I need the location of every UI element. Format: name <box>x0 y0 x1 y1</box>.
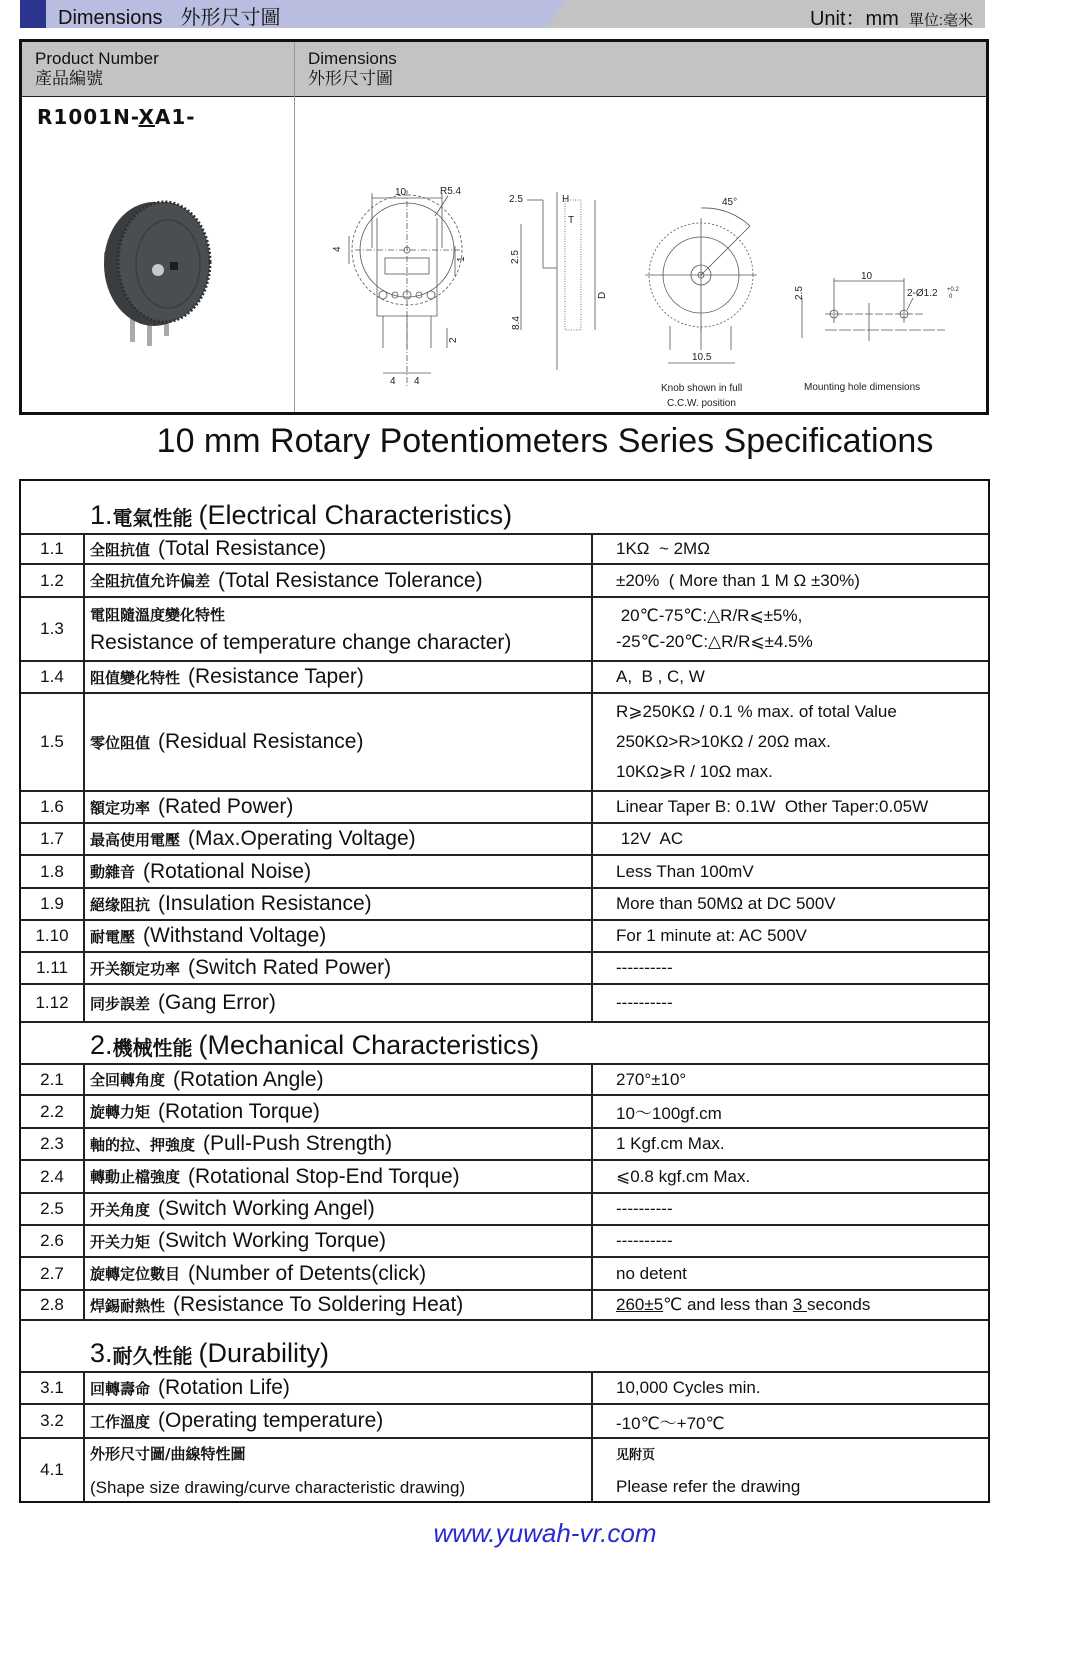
spec-row <box>21 1192 988 1224</box>
section-title-zh: 機械性能 <box>112 1036 193 1060</box>
solder-unit: ℃ <box>663 1295 683 1314</box>
spec-value-text: ---------- <box>616 1231 673 1250</box>
spec-value <box>593 1405 988 1437</box>
spec-value-text: Linear Taper B: 0.1W Other Taper:0.05W <box>616 797 929 816</box>
knob-caption-1: Knob shown in full <box>661 383 743 394</box>
solder-temp: 260±5 <box>616 1295 664 1314</box>
front-terminal-1 <box>379 291 387 299</box>
section-title <box>21 1321 329 1371</box>
spec-value-text: For 1 minute at: AC 500V <box>616 926 807 945</box>
spec-number: 1.7 <box>21 824 85 854</box>
spec-row <box>21 822 988 854</box>
spec-name-en: (Total Resistance) <box>158 537 327 560</box>
spec-name-zh: 开关力矩 <box>90 1232 151 1251</box>
knob-angle-label: 45° <box>722 197 738 208</box>
side-dim-25b: 2.5 <box>510 250 521 264</box>
spec-name <box>85 1096 593 1127</box>
spec-row <box>21 854 988 887</box>
spec-number: 1.5 <box>21 694 85 790</box>
spec-number: 1.3 <box>21 598 85 660</box>
spec-name-en: (Rotational Stop-End Torque) <box>188 1164 460 1188</box>
section-header-1 <box>21 481 988 533</box>
spec-name-en: (Total Resistance Tolerance) <box>218 568 483 592</box>
spec-row <box>21 1403 988 1437</box>
spec-number: 1.12 <box>21 985 85 1021</box>
spec-name-zh: 電阻隨溫度變化特性 <box>90 605 226 624</box>
spec-number: 2.4 <box>21 1161 85 1192</box>
spec-row <box>21 1224 988 1256</box>
spec-row <box>21 1159 988 1192</box>
spec-number: 1.4 <box>21 662 85 692</box>
spec-value-text: ---------- <box>616 1199 673 1218</box>
mount-hole-label: 2-Ø1.2 <box>907 288 938 299</box>
spec-value <box>593 1258 988 1289</box>
spec-name <box>85 1161 593 1192</box>
spec-name-en: (Rotation Life) <box>158 1376 290 1399</box>
section-number: 3. <box>90 1338 113 1368</box>
spec-name <box>85 662 593 692</box>
knob-width-label: 10.5 <box>692 352 712 363</box>
spec-value-line: 10KΩ⩾R / 10Ω max. <box>616 762 773 781</box>
spec-name-zh: 絕缘阻抗 <box>90 895 151 914</box>
spec-name-zh: 轉動止檔強度 <box>90 1168 181 1186</box>
section-number: 2. <box>90 1030 113 1060</box>
spec-value-text: Less Than 100mV <box>616 861 754 881</box>
spec-value-text: 1KΩ ~ 2MΩ <box>616 539 710 558</box>
spec-name-en: (Rated Power) <box>158 795 294 818</box>
spec-value <box>593 1291 988 1319</box>
solder-end: seconds <box>807 1295 871 1314</box>
spec-row <box>21 919 988 951</box>
spec-name-zh: 旋轉力矩 <box>90 1103 151 1121</box>
spec-row <box>21 1127 988 1159</box>
mount-hole-leader <box>907 298 913 310</box>
spec-name <box>85 535 593 563</box>
spec-number: 2.8 <box>21 1291 85 1319</box>
knob-view <box>645 197 757 409</box>
unit-zh: 單位:毫米 <box>908 12 973 29</box>
spec-value-text: -10℃～+70℃ <box>616 1413 725 1433</box>
spec-name-zh: 回轉壽命 <box>90 1379 151 1398</box>
spec-name <box>85 598 593 660</box>
footer-url[interactable]: www.yuwah-vr.com <box>433 1518 657 1548</box>
spec-value <box>593 889 988 919</box>
spec-row <box>21 692 988 790</box>
spec-value-text: 10～100gf.cm <box>616 1104 722 1123</box>
spec-value <box>593 921 988 951</box>
dimensions-header-en: Dimensions <box>308 49 397 68</box>
section-number: 1. <box>90 500 113 530</box>
spec-value <box>593 1226 988 1256</box>
spec-table <box>19 479 990 1503</box>
mount-offset-label: 2.5 <box>794 286 805 300</box>
front-dim-4: 4 <box>332 246 343 252</box>
spec-row <box>21 887 988 919</box>
spec-name-zh: 最高使用電壓 <box>90 830 181 849</box>
product-number-variant: X <box>138 105 155 129</box>
spec-number: 2.5 <box>21 1194 85 1224</box>
spec-name <box>85 1194 593 1224</box>
solder-seconds: 3 <box>792 1295 808 1314</box>
spec-name-zh: 同步誤差 <box>90 994 151 1013</box>
spec-value-line: 见附页 <box>616 1447 656 1463</box>
side-dim-25-label: 2.5 <box>509 194 523 205</box>
spec-name <box>85 1065 593 1094</box>
spec-name <box>85 953 593 983</box>
spec-name-en: (Shape size drawing/curve characteristic drawing) <box>90 1477 466 1497</box>
spec-number: 2.6 <box>21 1226 85 1256</box>
spec-name <box>85 856 593 887</box>
mount-tol-upper: +0.2 <box>947 287 959 293</box>
spec-name-en: (Gang Error) <box>158 991 276 1014</box>
spec-value-line: R⩾250KΩ / 0.1 % max. of total Value <box>616 702 897 721</box>
spec-number: 1.11 <box>21 953 85 983</box>
mount-spacing-label: 10 <box>861 271 873 282</box>
spec-row <box>21 1094 988 1127</box>
spec-value <box>593 535 988 563</box>
product-table <box>19 39 989 415</box>
spec-value <box>593 694 988 790</box>
spec-name <box>85 1258 593 1289</box>
spec-name-en: (Residual Resistance) <box>158 730 364 753</box>
header-title <box>58 1 280 30</box>
spec-value <box>593 1439 988 1501</box>
spec-name-zh: 耐電壓 <box>90 927 136 946</box>
front-dim-1: 1 <box>456 256 467 262</box>
side-dim-d: D <box>597 291 608 299</box>
spec-name-zh: 工作溫度 <box>90 1412 151 1431</box>
spec-value <box>593 662 988 692</box>
spec-value <box>593 792 988 822</box>
spec-value-line: 20℃-75℃:△R/R⩽±5%, <box>616 606 803 625</box>
spec-value-line: Please refer the drawing <box>616 1476 801 1496</box>
spec-number: 3.1 <box>21 1373 85 1403</box>
side-dim-84: 8.4 <box>511 316 522 330</box>
spec-name <box>85 889 593 919</box>
spec-number: 2.7 <box>21 1258 85 1289</box>
spec-value-text: 270°±10° <box>616 1069 687 1089</box>
spec-row <box>21 563 988 596</box>
side-dim-t: T <box>568 215 575 226</box>
spec-name-en: (Insulation Resistance) <box>158 892 372 915</box>
spec-value-text: 12V AC <box>616 829 684 848</box>
front-view <box>332 186 467 388</box>
side-view <box>509 192 608 370</box>
spec-value <box>593 985 988 1021</box>
photo-indicator <box>170 262 178 270</box>
header-title-en: Dimensions <box>58 7 163 29</box>
spec-name <box>85 792 593 822</box>
spec-name-en: (Switch Working Angel) <box>158 1197 375 1220</box>
spec-name-en: (Withstand Voltage) <box>143 924 327 947</box>
spec-row <box>21 790 988 822</box>
knob-angle-line <box>701 226 750 275</box>
spec-name-en: (Switch Rated Power) <box>188 956 392 979</box>
section-title-en: (Durability) <box>198 1338 330 1368</box>
spec-name-zh: 動雜音 <box>90 863 136 881</box>
section-title-en: (Electrical Characteristics) <box>198 500 513 530</box>
spec-name-zh: 零位阻值 <box>90 733 151 752</box>
spec-row <box>21 660 988 692</box>
spec-name-zh: 軸的拉、押強度 <box>90 1135 196 1154</box>
front-dim-width: 10 <box>395 187 407 198</box>
front-dim-radius: R5.4 <box>440 186 462 197</box>
spec-name-en: (Pull-Push Strength) <box>203 1132 393 1155</box>
spec-value <box>593 1373 988 1403</box>
product-number-header-en: Product Number <box>35 49 159 68</box>
spec-value-text: ---------- <box>616 958 673 977</box>
spec-value-text: ---------- <box>616 993 673 1012</box>
spec-name-zh: 开关额定功率 <box>90 959 181 978</box>
spec-value-text: 10,000 Cycles min. <box>616 1378 761 1397</box>
spec-value-text: More than 50MΩ at DC 500V <box>616 894 836 913</box>
spec-number: 1.2 <box>21 565 85 596</box>
spec-name <box>85 1373 593 1403</box>
spec-row <box>21 1256 988 1289</box>
product-number-header-zh: 產品編號 <box>35 69 103 88</box>
front-terminal-5 <box>427 291 435 299</box>
spec-name-en: (Max.Operating Voltage) <box>188 827 416 850</box>
spec-row <box>21 596 988 660</box>
spec-name-zh: 全阻抗值 <box>90 540 151 559</box>
spec-number: 1.6 <box>21 792 85 822</box>
spec-number: 1.1 <box>21 535 85 563</box>
spec-name <box>85 1226 593 1256</box>
front-dim-pitch-1: 4 <box>390 376 396 387</box>
section-title <box>21 481 512 533</box>
product-number-prefix: R1001N- <box>37 105 139 129</box>
spec-name <box>85 921 593 951</box>
spec-value-text: ±20% ( More than 1 M Ω ±30%) <box>616 570 860 590</box>
unit-en: Unit：mm <box>809 8 899 30</box>
spec-name <box>85 1405 593 1437</box>
spec-number: 1.10 <box>21 921 85 951</box>
product-number-header <box>35 49 159 89</box>
spec-name-zh: 焊錫耐熱性 <box>90 1296 166 1315</box>
spec-title: 10 mm Rotary Potentiometers Series Specifications <box>156 422 934 460</box>
product-number-suffix: A1- <box>154 105 196 129</box>
spec-name-en: (Operating temperature) <box>158 1409 384 1432</box>
spec-value <box>593 953 988 983</box>
spec-name-en: (Number of Detents(click) <box>188 1261 427 1285</box>
dimensions-header-zh: 外形尺寸圖 <box>308 69 393 88</box>
spec-name-en: (Resistance Taper) <box>188 665 364 688</box>
product-photo <box>92 192 232 352</box>
spec-name-zh: 外形尺寸圖/曲線特性圖 <box>90 1444 246 1463</box>
mount-tol-lower: 0 <box>949 294 953 300</box>
product-table-header <box>22 42 986 97</box>
section-title-zh: 電氣性能 <box>112 506 193 530</box>
photo-shaft <box>152 264 164 276</box>
spec-name-zh: 阻值變化特性 <box>90 668 181 687</box>
header-accent-block <box>20 0 46 28</box>
spec-value-line: 250KΩ>R>10KΩ / 20Ω max. <box>616 732 831 751</box>
spec-name-en: (Rotational Noise) <box>143 859 312 883</box>
mount-caption: Mounting hole dimensions <box>804 382 921 393</box>
spec-name <box>85 1439 593 1501</box>
spec-number: 2.2 <box>21 1096 85 1127</box>
spec-name <box>85 824 593 854</box>
spec-value-text: no detent <box>616 1263 687 1283</box>
spec-row <box>21 1371 988 1403</box>
spec-name-en: (Resistance To Soldering Heat) <box>173 1293 464 1316</box>
spec-row <box>21 951 988 983</box>
spec-name-zh: 旋轉定位數目 <box>90 1265 181 1283</box>
spec-name-en: Resistance of temperature change character) <box>90 630 512 654</box>
unit-label <box>810 2 973 31</box>
spec-row <box>21 1289 988 1319</box>
spec-value <box>593 1129 988 1159</box>
header-title-zh: 外形尺寸圖 <box>180 7 281 29</box>
spec-name-zh: 全回轉角度 <box>90 1071 166 1089</box>
spec-value-text: ⩽0.8 kgf.cm Max. <box>616 1166 751 1186</box>
spec-name <box>85 1291 593 1319</box>
dimension-drawing <box>295 98 986 412</box>
spec-name <box>85 1129 593 1159</box>
spec-value <box>593 565 988 596</box>
section-title-en: (Mechanical Characteristics) <box>198 1030 540 1060</box>
spec-number: 1.9 <box>21 889 85 919</box>
spec-row <box>21 1437 988 1501</box>
spec-number: 2.3 <box>21 1129 85 1159</box>
spec-value <box>593 1161 988 1192</box>
solder-mid: and less than <box>682 1295 793 1314</box>
spec-value <box>593 856 988 887</box>
spec-value <box>593 1194 988 1224</box>
dimensions-header <box>308 49 397 89</box>
spec-number: 4.1 <box>21 1439 85 1501</box>
spec-value-line: -25℃-20℃:△R/R⩽±4.5% <box>616 632 813 651</box>
spec-name-zh: 全阻抗值允许偏差 <box>90 572 211 590</box>
front-dim-pitch-2: 4 <box>414 376 420 387</box>
spec-number: 1.8 <box>21 856 85 887</box>
spec-name <box>85 565 593 596</box>
section-title <box>21 1023 539 1063</box>
page-header <box>20 0 985 28</box>
product-number <box>37 105 196 129</box>
spec-row <box>21 533 988 563</box>
spec-name-en: (Rotation Torque) <box>158 1099 320 1123</box>
spec-name-zh: 开关角度 <box>90 1200 151 1219</box>
spec-number: 3.2 <box>21 1405 85 1437</box>
section-header-3 <box>21 1319 988 1371</box>
spec-name <box>85 985 593 1021</box>
spec-value <box>593 1065 988 1094</box>
spec-number: 2.1 <box>21 1065 85 1094</box>
section-title-zh: 耐久性能 <box>112 1344 193 1368</box>
spec-value <box>593 1096 988 1127</box>
mounting-view <box>794 271 960 393</box>
spec-value <box>593 824 988 854</box>
spec-value <box>593 598 988 660</box>
spec-name-en: (Rotation Angle) <box>173 1067 324 1091</box>
spec-name-en: (Switch Working Torque) <box>158 1229 386 1252</box>
spec-name-zh: 額定功率 <box>90 798 151 817</box>
spec-value-text: A, B , C, W <box>616 667 705 686</box>
spec-row <box>21 983 988 1021</box>
side-dim-h: H <box>562 194 570 205</box>
section-header-2 <box>21 1021 988 1063</box>
knob-caption-2: C.C.W. position <box>667 398 736 409</box>
front-radius-leader <box>435 196 448 216</box>
spec-name <box>85 694 593 790</box>
front-dim-2: 2 <box>448 337 459 343</box>
spec-row <box>21 1063 988 1094</box>
spec-value-text: 1 Kgf.cm Max. <box>616 1134 725 1153</box>
